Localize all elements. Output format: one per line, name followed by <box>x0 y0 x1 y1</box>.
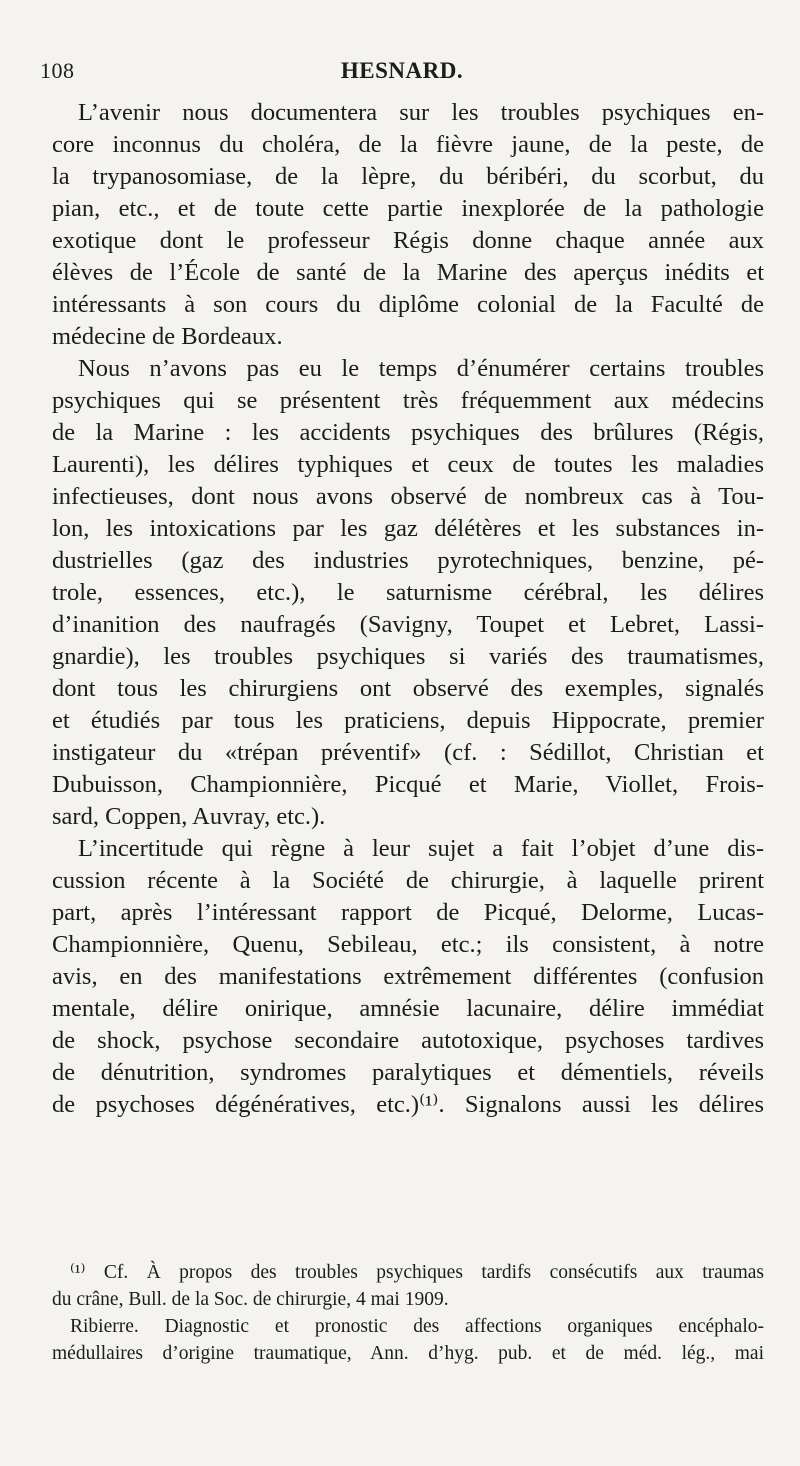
body-line: de la Marine : les accidents psychiques des brûlures (Régis, <box>52 419 764 446</box>
body-line: intéressants à son cours du diplôme colonial de la Faculté de <box>52 291 764 318</box>
page-header <box>40 58 764 92</box>
body-line: instigateur du «trépan préventif» (cf. : Sédillot, Christian et <box>52 739 764 766</box>
body-line: psychiques qui se présentent très fréquemment aux médecins <box>52 387 764 414</box>
body-line: avis, en des manifestations extrêmement différentes (confusion <box>52 963 764 990</box>
body-line: exotique dont le professeur Régis donne chaque année aux <box>52 227 764 254</box>
body-line: cussion récente à la Société de chirurgie, à laquelle prirent <box>52 867 764 894</box>
body-line: de dénutrition, syndromes paralytiques et démentiels, réveils <box>52 1059 764 1086</box>
body-line: Championnière, Quenu, Sebileau, etc.; ils consistent, à notre <box>52 931 764 958</box>
footnote-line: du crâne, Bull. de la Soc. de chirurgie, 4 mai 1909. <box>52 1289 449 1310</box>
body-line: dont tous les chirurgiens ont observé des exemples, signalés <box>52 675 764 702</box>
body-line: la trypanosomiase, de la lèpre, du béribéri, du scorbut, du <box>52 163 764 190</box>
body-line: Nous n’avons pas eu le temps d’énumérer certains troubles <box>78 355 764 382</box>
body-line: dustrielles (gaz des industries pyrotechniques, benzine, pé- <box>52 547 764 574</box>
body-line: L’incertitude qui règne à leur sujet a fait l’objet d’une dis- <box>78 835 764 862</box>
footnote-line: médullaires d’origine traumatique, Ann. d’hyg. pub. et de méd. lég., mai <box>52 1343 764 1364</box>
body-line: trole, essences, etc.), le saturnisme cérébral, les délires <box>52 579 764 606</box>
body-line: d’inanition des naufragés (Savigny, Toupet et Lebret, Lassi- <box>52 611 764 638</box>
body-line: et étudiés par tous les praticiens, depuis Hippocrate, premier <box>52 707 764 734</box>
running-head: HESNARD. <box>340 58 464 83</box>
body-line: de psychoses dégénératives, etc.)⁽¹⁾. Signalons aussi les délires <box>52 1091 764 1118</box>
body-line: L’avenir nous documentera sur les troubles psychiques en- <box>78 99 764 126</box>
body-line: mentale, délire onirique, amnésie lacunaire, délire immédiat <box>52 995 764 1022</box>
body-line: médecine de Bordeaux. <box>52 323 283 350</box>
footnote-line: Ribierre. Diagnostic et pronostic des affections organiques encéphalo- <box>70 1316 764 1337</box>
body-line: Laurenti), les délires typhiques et ceux de toutes les maladies <box>52 451 764 478</box>
footnotes <box>52 1260 764 1368</box>
body-line: gnardie), les troubles psychiques si variés des traumatismes, <box>52 643 764 670</box>
body-line: Dubuisson, Championnière, Picqué et Marie, Viollet, Frois- <box>52 771 764 798</box>
body-line: lon, les intoxications par les gaz délétères et les substances in- <box>52 515 764 542</box>
page-number: 108 <box>40 58 75 83</box>
body-line: élèves de l’École de santé de la Marine des aperçus inédits et <box>52 259 764 286</box>
body-line: infectieuses, dont nous avons observé de nombreux cas à Tou- <box>52 483 764 510</box>
body-text <box>52 97 764 1121</box>
footnote-line: ⁽¹⁾ Cf. À propos des troubles psychiques tardifs consécutifs aux traumas <box>70 1262 764 1283</box>
body-line: core inconnus du choléra, de la fièvre jaune, de la peste, de <box>52 131 764 158</box>
body-line: de shock, psychose secondaire autotoxique, psychoses tardives <box>52 1027 764 1054</box>
body-line: pian, etc., et de toute cette partie inexplorée de la pathologie <box>52 195 764 222</box>
body-line: part, après l’intéressant rapport de Picqué, Delorme, Lucas- <box>52 899 764 926</box>
body-line: sard, Coppen, Auvray, etc.). <box>52 803 326 830</box>
